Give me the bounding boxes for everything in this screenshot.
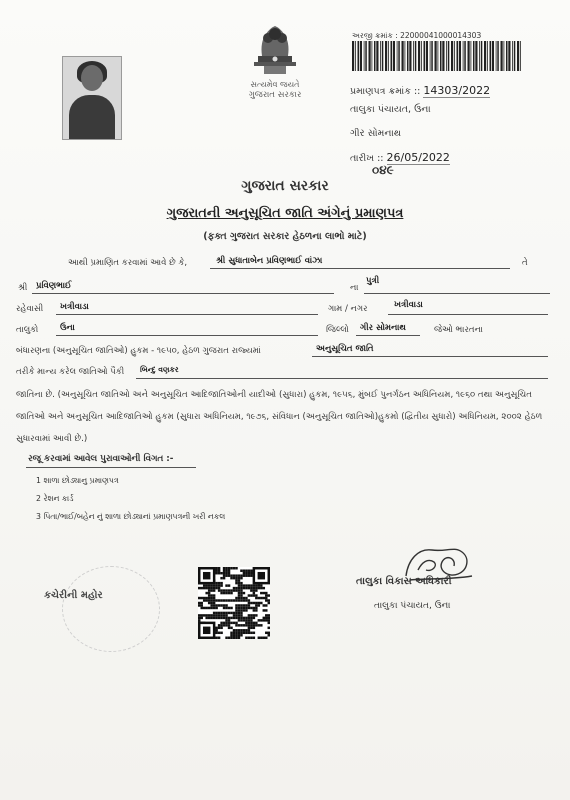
certificate-number-value: 14303/2022	[423, 84, 491, 97]
relation-value: પુત્રી	[366, 276, 380, 286]
document-item-1: 1 શાળા છોડ્યાનુ પ્રમાણપત્ર	[36, 476, 119, 485]
documents-heading-underline	[26, 467, 196, 468]
office-seal-ring	[62, 566, 160, 652]
emblem-caption	[238, 80, 312, 100]
india-text: જેઓ ભારતના	[434, 325, 483, 335]
applicant-photo	[62, 56, 122, 140]
date-row	[350, 151, 450, 164]
applicant-name-line	[210, 268, 510, 269]
legal-paragraph: જાતિના છે. (અનુસૂચિત જાતિઓ અને અનુસૂચિત આદિજાતિઓની યાદીઓ (સુધારા) હુકમ, ૧૯૫૬, મુંબઈ પુનર્ગઠન અધિનિયમ, ૧૯૬૦ તથા અનુસૂચિત જાતિઓ અને અનુસૂચિત આદિજાતિઓ હુકમ (સુધારા અધિનિયમ, ૧૯૭૬, સંવિધાન (અનુસૂચિત જાતિઓ)હુકમો (દ્વિતીય સુધારો) અધિનિયમ, ૨૦૦૨ હેઠળ સુધારવામાં આવી છે.)	[16, 390, 543, 444]
certificate-number-row	[350, 84, 490, 97]
officer-office: તાલુકા પંચાયત, ઉના	[374, 601, 451, 611]
certify-text: આથી પ્રમાણિત કરવામાં આવે છે કે,	[68, 258, 188, 268]
father-name: પ્રવિણભાઈ	[36, 281, 72, 291]
relation-line	[364, 293, 550, 294]
date-label: તારીખ ::	[350, 153, 384, 164]
caste-value-line	[136, 378, 548, 379]
emblem-govt: ગુજરાત સરકાર	[248, 90, 302, 100]
resident-label: રહેવાસી	[16, 304, 44, 314]
district-line	[356, 335, 420, 336]
village-value: ખત્રીવાડા	[394, 300, 423, 310]
village-line	[388, 314, 548, 315]
recognized-text: તરીકે માન્ય કરેલ જાતિઓ પૈકી	[16, 367, 125, 377]
resident-value: ખત્રીવાડા	[60, 302, 89, 312]
district-value: ગીર સોમનાથ	[360, 323, 406, 333]
handwritten-number: ૦૪૯	[372, 163, 394, 177]
state-title: ગુજરાત સરકાર	[241, 178, 329, 194]
district-label: જિલ્લો	[326, 325, 349, 335]
resident-line	[56, 314, 318, 315]
state-emblem-icon	[244, 16, 306, 78]
caste-category-line	[312, 356, 548, 357]
date-value: 26/05/2022	[386, 151, 450, 164]
shri-label: શ્રી	[18, 283, 28, 293]
na-text: ના	[350, 283, 359, 293]
issuing-office: તાલુકા પંચાયત, ઉના	[350, 104, 431, 115]
document-item-3: 3 પિતા/ભાઈ/બહેન નું શાળા છોડ્યાનાં પ્રમાણપત્રની ખરી નકલ	[36, 512, 226, 521]
officer-title: તાલુકા વિકાસ અધિકારી	[356, 576, 452, 587]
issuing-district: ગીર સોમનાથ	[350, 128, 402, 139]
certificate-subtitle: (ફક્ત ગુજરાત સરકાર હેઠળના લાભો માટે)	[203, 231, 367, 242]
father-name-line	[32, 293, 334, 294]
emblem-motto: સત્યમેવ જયતે	[250, 80, 300, 89]
caste-value: બિન્દુ વણકર	[140, 365, 179, 374]
taluka-value: ઉના	[60, 323, 75, 333]
taluka-label: તાલુકો	[16, 325, 39, 335]
te-text: તે	[522, 258, 528, 268]
applicant-name: શ્રી સુધાતાબેન પ્રવિણભાઈ વાંઝા	[216, 256, 323, 266]
caste-category: અનુસૂચિત જાતિ	[316, 344, 374, 354]
document-item-2: 2 રેશન કાર્ડ	[36, 494, 74, 503]
taluka-line	[56, 335, 318, 336]
certificate-number-label: પ્રમાણપત્ર ક્રમાંક ::	[350, 86, 421, 97]
qr-code	[198, 567, 270, 639]
village-label: ગામ / નગર	[328, 304, 368, 314]
documents-heading: રજૂ કરવામાં આવેલ પુરાવાઓની વિગત :-	[28, 454, 174, 464]
constitution-text: બંધારણના (અનુસૂચિત જાતિઓ) હુકમ - ૧૯૫૦, હેઠળ ગુજરાત રાજ્યમાં	[16, 346, 261, 356]
barcode	[352, 41, 524, 71]
application-number: અરજી ક્રમાંક : 2200004100001430З	[352, 31, 482, 40]
office-seal-label: કચેરીની મહોર	[44, 590, 103, 601]
certificate-title: ગુજરાતની અનુસૂચિત જાતિ અંગેનું પ્રમાણપત્ર	[166, 206, 404, 221]
